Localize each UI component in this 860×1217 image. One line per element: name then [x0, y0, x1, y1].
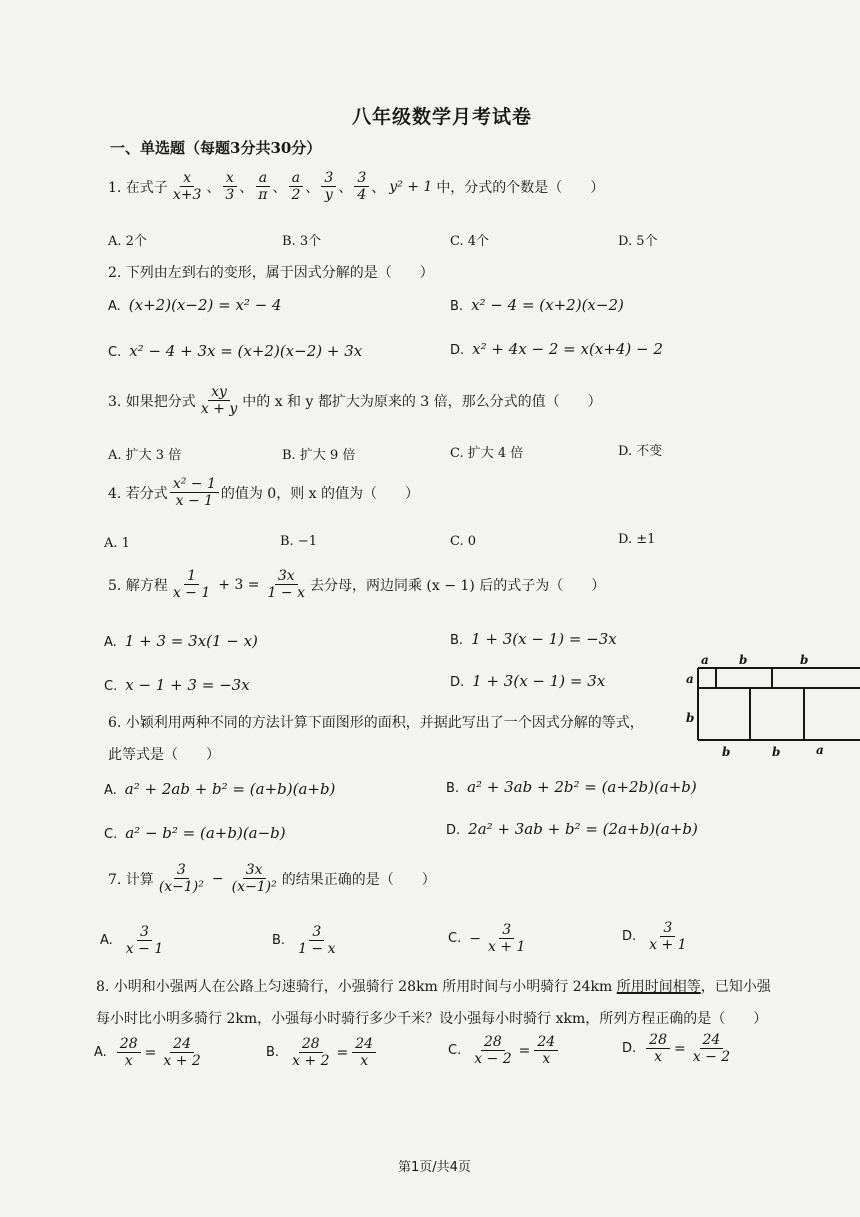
q6-option-d[interactable]: D. 2a² + 3ab + b² = (2a+b)(a+b): [446, 820, 698, 838]
q4-prefix: 4. 若分式: [108, 485, 168, 502]
page-title: 八年级数学月考试卷: [352, 106, 533, 128]
q8-option-d[interactable]: D. $\frac{28}{x}$ = $\frac{24}{x - 2}$: [622, 1032, 731, 1066]
q4-option-b[interactable]: B. −1: [280, 534, 317, 549]
q5-suffix: 去分母，两边同乘 (x − 1) 后的式子为（ ）: [309, 577, 606, 594]
diagram-label-b-left: b: [686, 711, 695, 725]
question-7: [108, 862, 436, 895]
q2-option-d[interactable]: D. x² + 4x − 2 = x(x+4) − 2: [450, 340, 663, 358]
q4-option-d[interactable]: D. ±1: [618, 532, 656, 547]
q3-option-c[interactable]: C. 扩大 4 倍: [450, 446, 524, 461]
question-2: 2. 下列由左到右的变形，属于因式分解的是（ ）: [108, 265, 434, 281]
section-heading: 一、单选题（每题3分共30分）: [110, 139, 322, 157]
diagram-label-a-left: a: [686, 672, 694, 686]
question-6-line-1: 6. 小颖利用两种不同的方法计算下面图形的面积，并据此写出了一个因式分解的等式，: [108, 715, 644, 731]
diagram-label-b-bottom-2: b: [772, 745, 781, 759]
q1-expr-7: y² + 1: [389, 178, 433, 195]
q2-option-c[interactable]: C. x² − 4 + 3x = (x+2)(x−2) + 3x: [108, 342, 363, 360]
q5-option-b[interactable]: B. 1 + 3(x − 1) = −3x: [450, 630, 617, 648]
q7-suffix: 的结果正确的是（ ）: [281, 871, 436, 888]
q1-option-b[interactable]: B. 3个: [282, 234, 322, 249]
q8-underlined-phrase: 所用时间相等: [616, 979, 701, 995]
question-4: [108, 476, 419, 509]
q3-suffix: 中的 x 和 y 都扩大为原来的 3 倍，那么分式的值（ ）: [242, 393, 602, 410]
q5-prefix: 5. 解方程: [108, 577, 168, 594]
q7-prefix: 7. 计算: [108, 871, 154, 888]
area-diagram: [684, 652, 860, 762]
question-3: [108, 384, 602, 417]
q4-option-c[interactable]: C. 0: [450, 534, 477, 549]
diagram-label-b-bottom-1: b: [722, 745, 731, 759]
q7-option-d[interactable]: D. $\frac{3}{x + 1}$: [622, 920, 687, 954]
q3-option-d[interactable]: D. 不变: [618, 444, 663, 459]
q4-fraction: $\frac{\text{x² − 1}}{x - 1}$: [170, 476, 219, 509]
q2-option-a[interactable]: A. (x+2)(x−2) = x² − 4: [108, 296, 282, 314]
question-8-line-1: 8. 小明和小强两人在公路上匀速骑行，小强骑行 28km 所用时间与小明骑行 24km 所用时间相等，已知小强: [96, 979, 771, 995]
q8-option-a[interactable]: A. $\frac{28}{x}$ = $\frac{24}{x + 2}$: [94, 1036, 201, 1070]
question-6-line-2: 此等式是（ ）: [108, 747, 220, 763]
q7-fraction-1: $\frac{3}{\text{(x−1)²}}$: [158, 862, 204, 896]
q1-suffix: 中，分式的个数是（ ）: [436, 179, 605, 196]
q1-expr-4: $\frac{a}{2}$: [288, 170, 303, 203]
question-1: 1. 在式子 $\frac{x}{x+3}$ 、 $\frac{x}{3}$ 、 $\frac{a}{\pi}$ 、 $\frac{a}{2}$ 、 $\frac{3}{y}$ 、 $\frac{3}{4}$ 、 y² + 1 中，分式的个数是（ ）: [108, 170, 605, 204]
q7-option-b[interactable]: B. $\frac{3}{1 - x}$: [272, 924, 336, 958]
q3-option-b[interactable]: B. 扩大 9 倍: [282, 448, 356, 463]
q1-expr-5: $\frac{3}{y}$: [321, 170, 336, 203]
q1-option-a[interactable]: A. 2个: [108, 234, 147, 249]
q1-option-c[interactable]: C. 4个: [450, 234, 490, 249]
q8-option-b[interactable]: B. $\frac{28}{x + 2}$ = $\frac{24}{x}$: [266, 1036, 378, 1069]
q5-option-d[interactable]: D. 1 + 3(x − 1) = 3x: [450, 672, 606, 690]
q8-option-c[interactable]: C. $\frac{28}{x - 2}$ = $\frac{24}{x}$: [448, 1034, 560, 1067]
q3-fraction: $\frac{xy}{x + y}$: [200, 384, 238, 418]
q1-expr-3: $\frac{a}{\pi}$: [255, 170, 270, 203]
diagram-label-b-top-1: b: [739, 653, 748, 667]
q3-option-a[interactable]: A. 扩大 3 倍: [108, 448, 182, 463]
q5-option-c[interactable]: C. x − 1 + 3 = −3x: [104, 676, 250, 694]
q1-expr-6: $\frac{3}{4}$: [354, 170, 369, 203]
q7-fraction-2: $\frac{3x}{\text{(x−1)²}}$: [231, 862, 277, 896]
question-8-line-2: 每小时比小明多骑行 2km，小强每小时骑行多少千米？设小强每小时骑行 xkm，所列方程正确的是（ ）: [96, 1011, 768, 1027]
q5-fraction-1: $\frac{1}{x - 1}$: [172, 568, 211, 602]
q4-option-a[interactable]: A. 1: [104, 536, 130, 551]
q6-option-b[interactable]: B. a² + 3ab + 2b² = (a+2b)(a+b): [446, 778, 697, 796]
q7-option-c[interactable]: C. − $\frac{3}{x + 1}$: [448, 922, 526, 956]
q5-middle: + 3 =: [218, 576, 260, 593]
area-diagram-svg: [684, 652, 860, 762]
q7-minus: −: [211, 870, 224, 887]
diagram-label-a-bottom: a: [816, 743, 824, 757]
q1-option-d[interactable]: D. 5个: [618, 234, 658, 249]
q5-fraction-2: $\frac{3x}{1 - x}$: [267, 568, 305, 602]
q2-option-b[interactable]: B. x² − 4 = (x+2)(x−2): [450, 296, 624, 314]
q4-suffix: 的值为 0，则 x 的值为（ ）: [220, 485, 420, 502]
q1-expr-1: $\frac{x}{x+3}$: [172, 170, 202, 204]
question-5: [108, 568, 605, 601]
q5-option-a[interactable]: A. 1 + 3 = 3x(1 − x): [104, 632, 258, 650]
q1-expr-2: $\frac{x}{3}$: [222, 170, 237, 203]
diagram-label-b-top-2: b: [800, 653, 809, 667]
q6-option-a[interactable]: A. a² + 2ab + b² = (a+b)(a+b): [104, 780, 336, 798]
q3-prefix: 3. 如果把分式: [108, 393, 196, 410]
diagram-label-a-top: a: [701, 653, 709, 667]
q7-option-a[interactable]: A. $\frac{3}{x - 1}$: [100, 924, 164, 958]
page-footer: 第1页/共4页: [398, 1160, 471, 1175]
q6-option-c[interactable]: C. a² − b² = (a+b)(a−b): [104, 824, 286, 842]
q1-prefix: 1. 在式子: [108, 179, 168, 196]
